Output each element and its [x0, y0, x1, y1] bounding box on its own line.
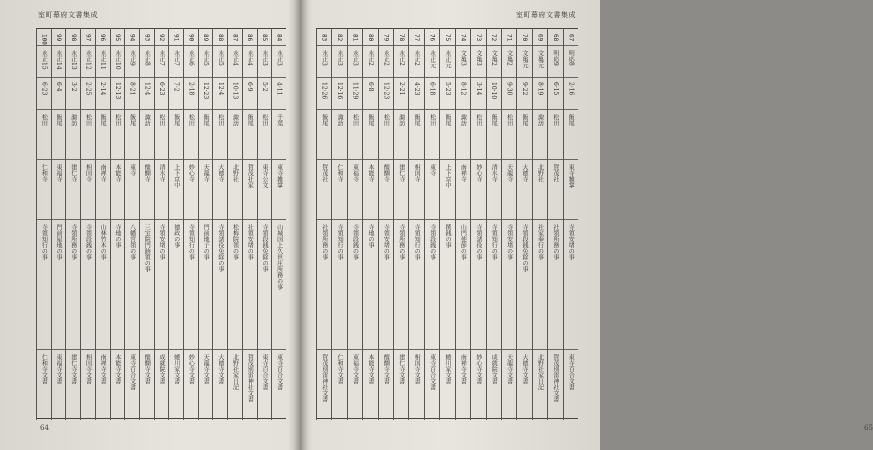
table-cell-sender: 諏訪	[397, 114, 405, 126]
table-cell-no: 81	[351, 34, 359, 42]
table-cell-era: 永正2	[366, 50, 374, 66]
table-cell-no: 76	[428, 34, 436, 42]
table-cell-no: 83	[320, 34, 328, 42]
table-cell-source: 本能寺文書	[113, 354, 121, 384]
table-cell-era: 永正3	[275, 50, 283, 66]
table-cell-date: 2·16	[567, 82, 575, 96]
table-cell-sender: 諏訪	[336, 114, 344, 126]
row-rule	[439, 28, 440, 420]
table-cell-date: 8·21	[128, 82, 136, 96]
table-cell-summary: 寺領知行の事	[336, 224, 344, 260]
table-cell-no: 69	[536, 34, 544, 42]
table-cell-source: 東寺百合文書	[128, 354, 136, 390]
table-cell-sender: 諏訪	[231, 114, 239, 126]
table-cell-no: 87	[231, 34, 239, 42]
table-cell-summary: 松梅院領の事	[231, 224, 239, 260]
table-cell-date: 12·23	[202, 82, 210, 100]
table-cell-era: 永正6	[187, 50, 195, 66]
row-rule	[362, 28, 363, 420]
table-cell-era: 永正5	[202, 50, 210, 66]
row-rule	[563, 28, 564, 420]
table-cell-no: 88	[216, 34, 224, 42]
field-separator-rule	[316, 45, 578, 46]
table-top-rule	[316, 28, 578, 29]
table-cell-summary: 寺領所務の事	[69, 224, 77, 260]
table-cell-era: 永正元	[428, 50, 436, 68]
row-rule	[154, 28, 155, 420]
table-cell-recipient: 賀茂社家	[246, 164, 254, 188]
table-cell-recipient: 天龍寺	[202, 164, 210, 182]
row-rule	[347, 28, 348, 420]
table-cell-summary: 寺領段銭の事	[84, 224, 92, 260]
table-cell-source: 南禅寺文書	[459, 354, 467, 384]
table-cell-era: 文亀元	[521, 50, 529, 68]
table-cell-source: 妙心寺文書	[474, 354, 482, 384]
table-cell-no: 86	[246, 34, 254, 42]
table-cell-no: 89	[202, 34, 210, 42]
row-rule	[168, 28, 169, 420]
table-cell-source: 東寺百合文書	[567, 354, 575, 390]
table-cell-sender: 飯尾	[128, 114, 136, 126]
table-cell-era: 永正4	[246, 50, 254, 66]
table-cell-recipient: 清水寺	[490, 164, 498, 182]
table-cell-date: 5·23	[444, 82, 451, 96]
table-cell-summary: 寺領安堵の事	[158, 224, 165, 260]
table-cell-source: 天龍寺文書	[202, 354, 210, 384]
table-cell-date: 6·8	[366, 82, 374, 92]
table-cell-no: 75	[444, 34, 451, 42]
table-cell-source: 北野社家日記	[231, 354, 239, 390]
table-cell-no: 73	[474, 34, 482, 42]
table-cell-date: 11·29	[351, 82, 359, 100]
table-cell-recipient: 東福寺	[351, 164, 359, 182]
table-cell-no: 91	[172, 34, 180, 42]
table-cell-source: 東福寺文書	[55, 354, 63, 384]
table-cell-sender: 松田	[158, 114, 165, 126]
table-cell-era: 永正14	[55, 50, 63, 70]
table-cell-date: 4·11	[275, 82, 283, 96]
table-cell-era: 文亀元	[536, 50, 544, 68]
row-rule	[547, 28, 548, 420]
field-separator-rule	[36, 349, 286, 350]
table-cell-summary: 社領所務の事	[320, 224, 328, 260]
table-cell-no: 93	[143, 34, 151, 42]
page-number: 65	[864, 424, 873, 432]
table-cell-no: 78	[397, 34, 405, 42]
table-cell-sender: 飯尾	[99, 114, 107, 126]
row-rule	[124, 28, 125, 420]
field-separator-rule	[36, 159, 286, 160]
row-rule	[408, 28, 409, 420]
table-cell-era: 永正9	[128, 50, 136, 66]
table-cell-sender: 松田	[351, 114, 359, 126]
table-cell-source: 賀茂別雷神社文書	[320, 354, 328, 402]
table-cell-era: 永正13	[69, 50, 77, 70]
table-cell-date: 6·15	[551, 82, 559, 96]
table-cell-recipient: 仁和寺	[40, 164, 48, 182]
table-cell-source: 南禅寺文書	[99, 354, 107, 384]
table-cell-source: 天龍寺文書	[505, 354, 513, 384]
table-cell-era: 永正3	[336, 50, 344, 66]
table-cell-sender: 松田	[505, 114, 513, 126]
table-cell-recipient: 本能寺	[366, 164, 374, 182]
table-cell-source: 相国寺文書	[413, 354, 421, 384]
row-rule	[227, 28, 228, 420]
table-cell-source: 大徳寺文書	[216, 354, 224, 384]
table-cell-source: 東寺百合文書	[428, 354, 436, 390]
table-cell-no: 98	[69, 34, 77, 42]
table-cell-source: 成就院文書	[490, 354, 498, 384]
table-cell-recipient: 北野社	[536, 164, 544, 182]
table-cell-recipient: 東寺公文	[260, 164, 268, 188]
table-cell-date: 3·2	[69, 82, 77, 92]
table-top-rule	[36, 28, 286, 29]
table-cell-sender: 諏訪	[536, 114, 544, 126]
table-cell-recipient: 醍醐寺	[143, 164, 151, 182]
table-cell-era: 永正7	[158, 50, 165, 66]
table-cell-no: 84	[275, 34, 283, 42]
table-cell-source: 東寺百合文書	[260, 354, 268, 390]
field-separator-rule	[316, 349, 578, 350]
field-separator-rule	[36, 219, 286, 220]
table-cell-summary: 社家奉行の事	[536, 224, 544, 260]
field-separator-rule	[36, 77, 286, 78]
table-cell-era: 永正3	[351, 50, 359, 66]
row-rule	[501, 28, 502, 420]
table-cell-era: 永正8	[143, 50, 151, 66]
table-cell-date: 9·30	[505, 82, 513, 96]
table-cell-summary: 山林竹木の事	[99, 224, 107, 260]
table-cell-summary: 寺領段銭の事	[428, 224, 436, 260]
field-separator-rule	[316, 159, 578, 160]
table-bottom-rule	[36, 418, 286, 419]
table-cell-recipient: 賀茂社	[320, 164, 328, 182]
table-cell-recipient: 妙心寺	[187, 164, 195, 182]
table-bottom-rule	[316, 418, 578, 419]
table-cell-sender: 飯尾	[172, 114, 180, 126]
row-rule	[51, 28, 52, 420]
running-head: 室町幕府文書集成	[516, 11, 576, 19]
table-cell-date: 3·14	[474, 82, 482, 96]
field-separator-rule	[316, 219, 578, 220]
table-cell-recipient: 仁和寺	[336, 164, 344, 182]
table-cell-recipient: 南禅寺	[99, 164, 107, 182]
table-cell-date: 10·10	[490, 82, 498, 100]
table-cell-source: 仁和寺文書	[40, 354, 48, 384]
table-cell-era: 永正4	[231, 50, 239, 66]
table-cell-era: 永正5	[216, 50, 224, 66]
table-cell-no: 79	[382, 34, 390, 42]
table-cell-date: 6·9	[246, 82, 254, 92]
table-cell-source: 醍醐寺文書	[382, 354, 390, 384]
table-cell-date: 12·16	[336, 82, 344, 100]
table-cell-era: 明応8	[567, 50, 575, 66]
table-cell-recipient: 醍醐寺	[382, 164, 390, 182]
table-cell-sender: 飯尾	[55, 114, 63, 126]
row-rule	[424, 28, 425, 420]
row-rule	[378, 28, 379, 420]
table-cell-source: 蜷川家文書	[444, 354, 451, 384]
table-cell-era: 永正3	[320, 50, 328, 66]
row-rule	[139, 28, 140, 420]
table-cell-sender: 松田	[260, 114, 268, 126]
table-cell-sender: 千葉	[275, 114, 283, 126]
table-cell-date: 6·4	[55, 82, 63, 92]
table-cell-no: 72	[490, 34, 498, 42]
row-rule	[331, 28, 332, 420]
table-cell-date: 10·13	[231, 82, 239, 100]
table-cell-sender: 松田	[84, 114, 92, 126]
table-cell-no: 96	[99, 34, 107, 42]
table-cell-sender: 飯尾	[320, 114, 328, 126]
table-cell-summary: 寺領安堵の事	[382, 224, 390, 260]
table-cell-recipient: 清水寺	[158, 164, 165, 182]
table-cell-recipient: 相国寺	[413, 164, 421, 182]
table-cell-sender: 飯尾	[521, 114, 529, 126]
table-cell-source: 蜷川家文書	[172, 354, 180, 384]
table-cell-summary: 三宝院門跡領の事	[143, 224, 151, 272]
table-cell-summary: 寺領安堵の事	[567, 224, 575, 260]
field-separator-rule	[36, 109, 286, 110]
table-cell-recipient: 南禅寺	[459, 164, 467, 182]
table-cell-sender: 松田	[382, 114, 390, 126]
table-cell-recipient: 妙心寺	[474, 164, 482, 182]
table-cell-recipient: 上下京中	[172, 164, 180, 188]
table-cell-no: 70	[521, 34, 529, 42]
table-cell-source: 東福寺文書	[351, 354, 359, 384]
table-cell-summary: 寺領諸役免除の事	[216, 224, 224, 272]
table-cell-source: 本能寺文書	[366, 354, 374, 384]
table-cell-sender: 諏訪	[69, 114, 77, 126]
table-cell-date: 7·2	[172, 82, 180, 92]
table-cell-date: 12·13	[113, 82, 121, 100]
table-cell-summary: 門前屋地の事	[55, 224, 63, 260]
table-cell-no: 94	[128, 34, 136, 42]
row-rule	[36, 28, 37, 420]
table-cell-no: 77	[413, 34, 421, 42]
table-cell-summary: 山城国上久世庄所務の事	[275, 224, 283, 290]
table-cell-sender: 松田	[216, 114, 224, 126]
table-cell-recipient: 大徳寺	[216, 164, 224, 182]
table-cell-recipient: 北野社	[231, 164, 239, 182]
table-cell-recipient: 賀茂社	[551, 164, 559, 182]
table-cell-source: 大徳寺文書	[521, 354, 529, 384]
table-cell-sender: 松田	[187, 114, 195, 126]
table-cell-no: 99	[55, 34, 63, 42]
page-number: 64	[40, 424, 49, 432]
table-cell-source: 建仁寺文書	[69, 354, 77, 384]
table-cell-no: 82	[336, 34, 344, 42]
table-cell-summary: 寺領諸役の事	[474, 224, 482, 260]
table-cell-summary: 寺領段銭免除の事	[521, 224, 529, 272]
row-rule	[516, 28, 517, 420]
table-cell-recipient: 東寺雑掌	[275, 164, 283, 188]
table-cell-sender: 松田	[113, 114, 121, 126]
running-head: 室町幕府文書集成	[38, 11, 98, 19]
row-rule	[470, 28, 471, 420]
table-cell-no: 100	[40, 34, 48, 45]
table-cell-era: 永正2	[382, 50, 390, 66]
table-cell-sender: 諏訪	[143, 114, 151, 126]
table-cell-source: 成就院文書	[158, 354, 165, 384]
row-rule	[95, 28, 96, 420]
field-separator-rule	[316, 77, 578, 78]
table-cell-sender: 松田	[551, 114, 559, 126]
table-cell-sender: 飯尾	[366, 114, 374, 126]
table-cell-source: 北野社家日記	[536, 354, 544, 390]
field-separator-rule	[36, 45, 286, 46]
table-cell-date: 12·4	[216, 82, 224, 96]
table-cell-date: 6·18	[428, 82, 436, 96]
table-cell-recipient: 本能寺	[113, 164, 121, 182]
table-cell-source: 東寺百合文書	[275, 354, 283, 390]
table-cell-date: 6·23	[158, 82, 165, 96]
table-cell-source: 建仁寺文書	[397, 354, 405, 384]
table-cell-sender: 飯尾	[202, 114, 210, 126]
row-rule	[242, 28, 243, 420]
table-cell-era: 永正元	[444, 50, 451, 68]
table-cell-era: 文亀3	[459, 50, 467, 66]
table-cell-era: 永正10	[113, 50, 121, 70]
row-rule	[455, 28, 456, 420]
table-cell-sender: 飯尾	[567, 114, 575, 126]
table-cell-era: 永正12	[84, 50, 92, 70]
table-cell-summary: 寺領知行の事	[413, 224, 421, 260]
table-cell-date: 2·18	[187, 82, 195, 96]
table-cell-sender: 飯尾	[490, 114, 498, 126]
right-page	[302, 0, 873, 450]
table-cell-summary: 社領所務の事	[551, 224, 559, 260]
row-rule	[316, 28, 317, 420]
table-cell-era: 文亀3	[474, 50, 482, 66]
table-cell-summary: 山門使節の事	[459, 224, 467, 260]
table-cell-no: 68	[551, 34, 559, 42]
row-rule	[257, 28, 258, 420]
table-cell-date: 12·4	[143, 82, 151, 96]
table-cell-sender: 松田	[40, 114, 48, 126]
table-cell-sender: 飯尾	[413, 114, 421, 126]
table-cell-recipient: 建仁寺	[69, 164, 77, 182]
table-cell-era: 永正3	[260, 50, 268, 66]
table-cell-summary: 門前地子の事	[202, 224, 210, 260]
table-cell-summary: 八幡宮領の事	[128, 224, 136, 260]
table-cell-summary: 寺地の事	[113, 224, 121, 248]
table-cell-no: 95	[113, 34, 121, 42]
row-rule	[65, 28, 66, 420]
table-cell-recipient: 天龍寺	[505, 164, 513, 182]
row-rule	[271, 28, 272, 420]
table-cell-date: 2·14	[99, 82, 107, 96]
table-cell-no: 67	[567, 34, 575, 42]
table-cell-summary: 撰銭の事	[444, 224, 451, 248]
table-cell-summary: 寺領安堵の事	[505, 224, 513, 260]
table-cell-summary: 寺領知行の事	[40, 224, 48, 260]
row-rule	[212, 28, 213, 420]
table-cell-sender: 飯尾	[444, 114, 451, 126]
table-cell-sender: 諏訪	[459, 114, 467, 126]
table-cell-era: 明応9	[551, 50, 559, 66]
table-cell-date: 9·22	[521, 82, 529, 96]
table-cell-source: 賀茂別雷神社文書	[246, 354, 254, 402]
table-cell-recipient: 上下京中	[444, 164, 451, 188]
table-cell-date: 2·25	[84, 82, 92, 96]
row-rule	[486, 28, 487, 420]
table-cell-date: 4·23	[413, 82, 421, 96]
table-cell-no: 80	[366, 34, 374, 42]
table-cell-no: 71	[505, 34, 513, 42]
table-cell-sender: 松田	[474, 114, 482, 126]
table-cell-source: 賀茂別雷神社文書	[551, 354, 559, 402]
table-cell-summary: 寺領段銭免除の事	[260, 224, 268, 272]
table-cell-era: 文亀2	[490, 50, 498, 66]
table-cell-recipient: 東福寺	[55, 164, 63, 182]
table-cell-sender: 飯尾	[246, 114, 254, 126]
table-cell-no: 74	[459, 34, 467, 42]
table-cell-no: 97	[84, 34, 92, 42]
table-cell-source: 相国寺文書	[84, 354, 92, 384]
row-rule	[532, 28, 533, 420]
row-rule	[198, 28, 199, 420]
table-cell-summary: 寺領知行の事	[187, 224, 195, 260]
table-cell-summary: 寺領知行の事	[490, 224, 498, 260]
table-cell-recipient: 相国寺	[84, 164, 92, 182]
table-cell-era: 永正7	[172, 50, 180, 66]
table-cell-era: 永正2	[397, 50, 405, 66]
table-cell-date: 8·12	[459, 82, 467, 96]
row-rule	[80, 28, 81, 420]
table-cell-source: 醍醐寺文書	[143, 354, 151, 384]
field-separator-rule	[316, 109, 578, 110]
row-rule	[110, 28, 111, 420]
table-cell-no: 92	[158, 34, 165, 42]
table-cell-date: 12·23	[382, 82, 390, 100]
left-page	[0, 0, 298, 450]
table-cell-date: 8·19	[536, 82, 544, 96]
table-cell-era: 永正11	[99, 50, 107, 70]
table-cell-summary: 寺地の事	[366, 224, 374, 248]
table-cell-date: 5·2	[260, 82, 268, 92]
table-cell-summary: 徳政の事	[172, 224, 180, 248]
table-cell-recipient: 大徳寺	[521, 164, 529, 182]
table-cell-source: 妙心寺文書	[187, 354, 195, 384]
table-cell-summary: 寺領所務の事	[397, 224, 405, 260]
table-cell-era: 永正2	[413, 50, 421, 66]
table-cell-recipient: 東寺	[428, 164, 436, 176]
table-cell-date: 12·26	[320, 82, 328, 100]
row-rule	[393, 28, 394, 420]
table-cell-recipient: 東寺雑掌	[567, 164, 575, 188]
table-cell-summary: 社領安堵の事	[246, 224, 254, 260]
table-cell-date: 6·23	[40, 82, 48, 96]
table-cell-recipient: 建仁寺	[397, 164, 405, 182]
table-cell-date: 2·21	[397, 82, 405, 96]
table-cell-recipient: 東寺	[128, 164, 136, 176]
table-cell-source: 仁和寺文書	[336, 354, 344, 384]
table-cell-sender: 松田	[428, 114, 436, 126]
row-rule	[183, 28, 184, 420]
table-cell-era: 永正15	[40, 50, 48, 70]
table-cell-summary: 寺領段銭の事	[351, 224, 359, 260]
table-cell-no: 85	[260, 34, 268, 42]
table-cell-no: 90	[187, 34, 195, 42]
table-cell-era: 文亀2	[505, 50, 513, 66]
